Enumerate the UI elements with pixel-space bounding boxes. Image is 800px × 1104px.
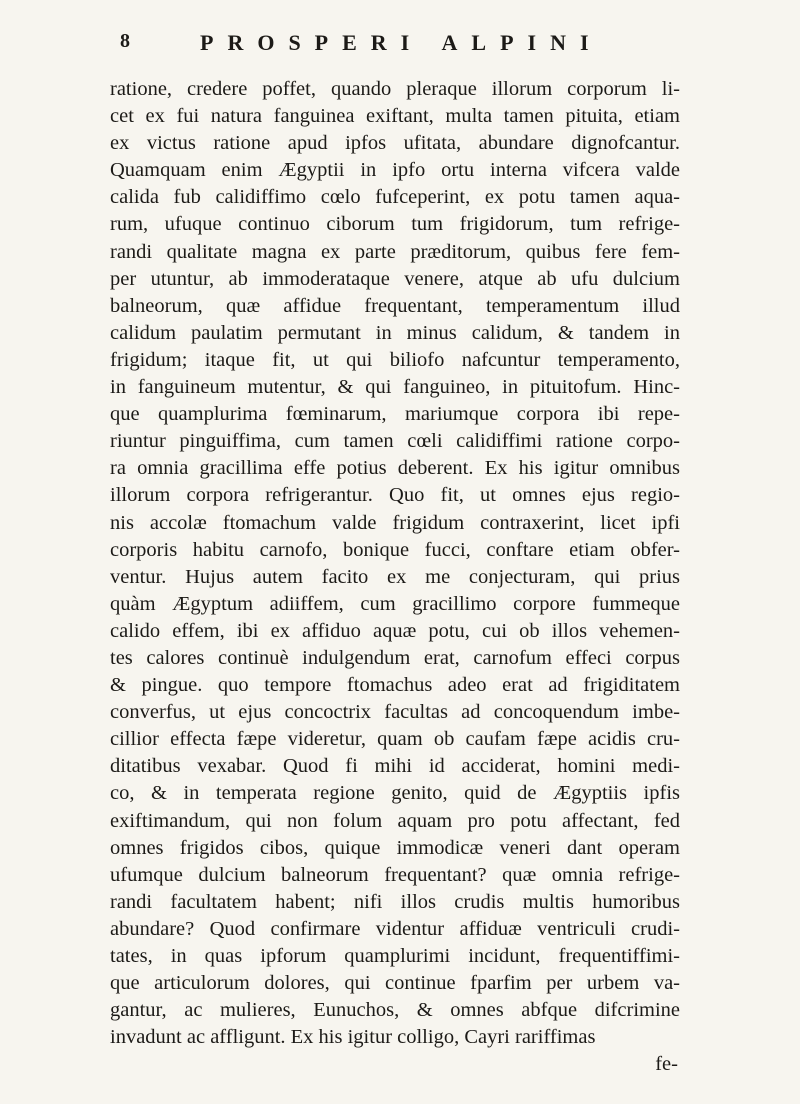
text-line: calida fub calidiffimo cœlo fufceperint, ex potu tamen aqua- (110, 186, 680, 209)
text-line: converfus, ut ejus concoctrix facultas ad concoquendum imbe- (110, 701, 680, 724)
text-line: per utuntur, ab immoderataque venere, atque ab ufu dulcium (110, 267, 680, 290)
text-line: nis accolæ ftomachum valde frigidum contraxerint, licet ipfi (110, 511, 680, 534)
running-head: PROSPERI ALPINI (200, 30, 603, 55)
text-line: tates, in quas ipforum quamplurimi incidunt, frequentiffimi- (110, 945, 680, 967)
text-line: que quamplurima fœminarum, mariumque corpora ibi repe- (110, 403, 680, 426)
text-line: ex victus ratione apud ipfos ufitata, abundare dignofcantur. (110, 132, 680, 155)
text-body (110, 76, 680, 1078)
text-line: ra omnia gracillima effe potius deberent. Ex his igitur omnibus (110, 457, 680, 480)
text-line: ditatibus vexabar. Quod fi mihi id acciderat, homini medi- (110, 755, 680, 778)
text-line: balneorum, quæ affidue frequentant, temperamentum illud (110, 294, 680, 317)
text-line: randi facultatem habent; nifi illos crudis multis humoribus (110, 890, 680, 913)
text-line: que articulorum dolores, qui continue fparfim per urbem va- (110, 972, 680, 995)
text-line: randi qualitate magna ex parte præditorum, quibus fere fem- (110, 240, 680, 263)
text-line: riuntur pinguiffima, cum tamen cœli calidiffimi ratione corpo- (110, 430, 680, 453)
text-line: omnes frigidos cibos, quique immodicæ veneri dant operam (110, 836, 680, 859)
text-line: in fanguineum mutentur, & qui fanguineo, in pituitofum. Hinc- (110, 376, 680, 399)
text-line: calido effem, ibi ex affiduo aquæ potu, cui ob illos vehemen- (110, 619, 680, 642)
text-line: gantur, ac mulieres, Eunuchos, & omnes abfque difcrimine (110, 999, 680, 1022)
catchword: fe- (655, 1053, 678, 1076)
text-line: cet ex fui natura fanguinea exiftant, multa tamen pituita, etiam (110, 105, 680, 128)
text-line: calidum paulatim permutant in minus calidum, & tandem in (110, 321, 680, 344)
text-line: abundare? Quod confirmare videntur affiduæ ventriculi crudi- (110, 917, 680, 940)
page-header (120, 30, 740, 60)
page-number: 8 (120, 30, 130, 52)
text-line: quàm Ægyptum adiiffem, cum gracillimo corpore fummeque (110, 592, 680, 615)
text-line: & pingue. quo tempore ftomachus adeo erat ad frigiditatem (110, 674, 680, 697)
text-line: tes calores continuè indulgendum erat, carnofum effeci corpus (110, 646, 680, 669)
text-line: Quamquam enim Ægyptii in ipfo ortu interna vifcera valde (110, 159, 680, 182)
text-line: cillior effecta fæpe videretur, quam ob caufam fæpe acidis cru- (110, 728, 680, 751)
text-line: ventur. Hujus autem facito ex me conjecturam, qui prius (110, 565, 680, 588)
text-line: corporis habitu carnofo, bonique fucci, conftare etiam obfer- (110, 538, 680, 561)
text-line: invadunt ac affligunt. Ex his igitur colligo, Cayri rariffimas (110, 1026, 596, 1049)
text-line: illorum corpora refrigerantur. Quo fit, ut omnes ejus regio- (110, 484, 680, 507)
text-line: ratione, credere poffet, quando pleraque illorum corporum li- (110, 78, 680, 100)
text-line: exiftimandum, qui non folum aquam pro potu affectant, fed (110, 809, 680, 832)
text-line: ufumque dulcium balneorum frequentant? quæ omnia refrige- (110, 863, 680, 886)
text-line: frigidum; itaque fit, ut qui biliofo nafcuntur temperamento, (110, 348, 680, 371)
text-line: rum, ufuque continuo ciborum tum frigidorum, tum refrige- (110, 213, 680, 236)
text-line: co, & in temperata regione genito, quid de Ægyptiis ipfis (110, 782, 680, 805)
